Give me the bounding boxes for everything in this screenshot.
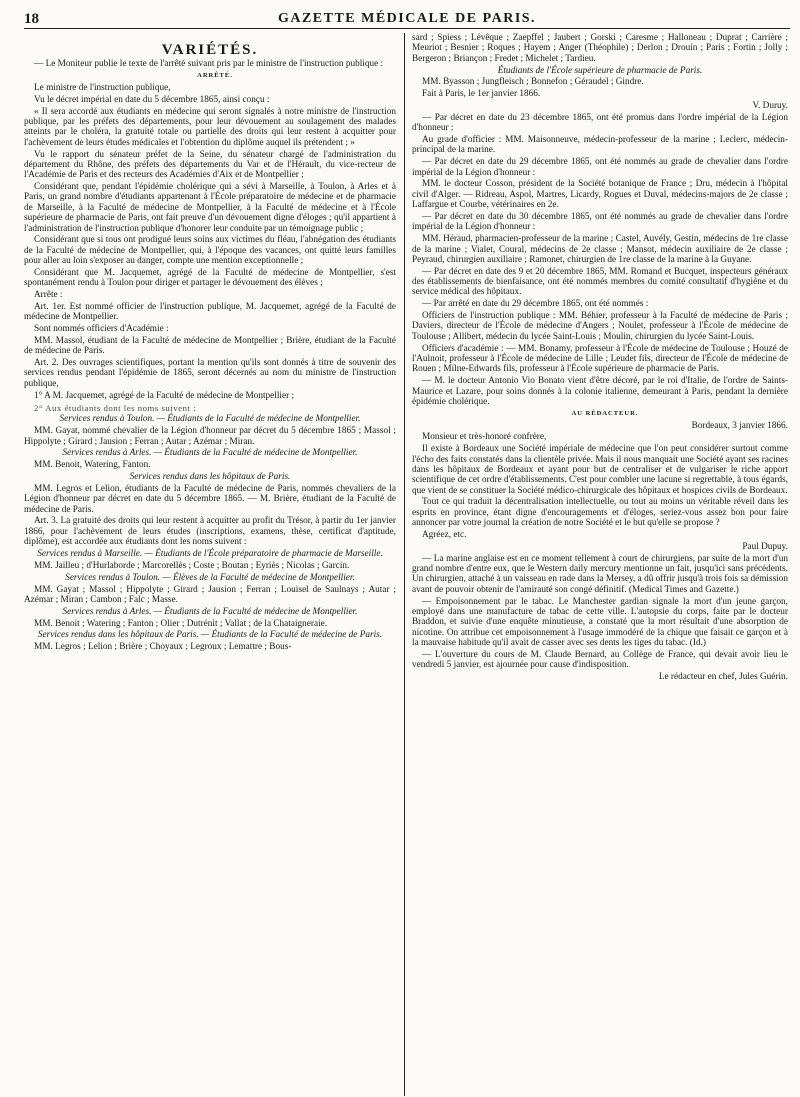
section-title: VARIÉTÉS. [161, 42, 259, 58]
subheading: Services rendus dans les hôpitaux de Paris. [129, 472, 291, 483]
paragraph: Sont nommés officiers d'Académie : [34, 324, 169, 335]
paragraph: — Empoisonnement par le tabac. Le Manchester gardian signale la mort d'un jeune garçon, employé dans une manufacture de tabac de cette ville. L'autopsie du corps, faite par le docteur Braddon, et suivie d'une enquête minutieuse, a constaté que la mort résultait d'une absorption de nicotine. On attribue cet empoisonnement à l'usage immodéré de la chique que faisait ce garçon et à la mauvaise habitude qu'il avait de casser avec ses dents les tiges du tabac. (Id.) [412, 596, 788, 648]
letter-closing: Agréez, etc. [422, 529, 467, 540]
name-list: MM. Legros ; Lelion ; Brière ; Choyaux ; Legroux ; Lemattre ; Bous- [34, 642, 292, 653]
decree-quote: « Il sera accordé aux étudiants en médecine qui seront signalés à notre ministre de l'instruction publique, par les préfets des départements, pour leur dévouement au soulagement des malades atteints par le choléra, la gratuité totale ou partielle des droits qui leur restent à acquitter pour l'achèvement de leurs études médicales et l'obtention du diplôme auquel ils prétendent ; » [24, 106, 396, 148]
subheading: Services rendus à Arles. — Étudiants de la Faculté de médecine de Montpellier. [62, 606, 358, 617]
subheading: Services rendus à Arles. — Étudiants de la Faculté de médecine de Montpellier. [62, 448, 358, 459]
page-number: 18 [24, 11, 39, 27]
letter-heading: AU RÉDACTEUR. [571, 409, 639, 417]
paragraph: Considérant que si tous ont prodigué leurs soins aux victimes du fléau, l'abnégation des étudiants de la Faculté de médecine de Montpellier, qui, à l'époque des vacances, ont quitté leurs familles pour aller au loin s'exposer au danger, compte une mention exceptionnelle ; [24, 235, 396, 267]
paragraph: — Par arrêté en date du 29 décembre 1865, ont été nommés : [422, 299, 649, 310]
letter-paragraph: Tout ce qui traduit la décentralisation intellectuelle, ou tout au moins un véritable réveil dans les esprits en province, étant digne d'encouragements et d'éloges, seriez-vous assez bon pour faire annoncer par votre journal la création de notre Société et le but qu'elle se propose ? [412, 497, 788, 529]
column-divider [404, 33, 405, 1096]
paragraph: Officiers de l'instruction publique : MM. Béhier, professeur à la Faculté de médecine de Paris ; Daviers, directeur de l'École de médecine d'Angers ; Noulet, professeur à l'École de médecine de Toulouse ; Allibert, médecin du lycée Saint-Louis ; Moulin, chirurgien du lycée Saint-Louis. [412, 311, 788, 342]
article-1: Art. 1er. Est nommé officier de l'instruction publique, M. Jacquemet, agrégé de la Faculté de médecine de Montpellier. [24, 301, 396, 323]
paragraph: — Par décret en date des 9 et 20 décembre 1865, MM. Romand et Bucquet, inspecteurs généraux des établissements de bienfaisance, ont été nommés membres du comité consultatif d'hygiène et du service médical des hôpitaux. [412, 266, 788, 298]
subheading: Services rendus à Toulon. — Élèves de la Faculté de médecine de Montpellier. [65, 572, 355, 583]
paragraph: Vu le décret impérial en date du 5 décembre 1865, ainsi conçu : [34, 94, 270, 105]
paragraph: — M. le docteur Antonio Vio Bonato vient d'être décoré, par le roi d'Italie, de l'ordre de Saints-Maurice et Lazare, pour soins donnés à la colonie italienne, demeurant à Paris, pendant la dernière épidémie cholérique. [412, 376, 788, 407]
paragraph: Officiers d'académie : — MM. Bonamy, professeur à l'École de médecine de Toulouse ; Houzé de l'Aulnoit, professeur à l'École de médecine de Lille ; Leudet fils, directeur de l'École de médecine de Rouen ; Milne-Edwards fils, professeur à l'École supérieure de pharmacie de Paris. [412, 343, 788, 375]
name-list: sard ; Spiess ; Lévêque ; Zaepffel ; Jaubert ; Gorski ; Caresme ; Halloneau ; Duprat ; Carrière ; Meuriot ; Besnier ; Roques ; Hayem ; Anger (Théophile) ; Derlon ; Drouin ; Paris ; Fortin ; Jolly ; Bergeron ; Briançon ; Fredet ; Michelet ; Tardieu. [412, 33, 788, 64]
name-list: MM. Gayat, nommé chevalier de la Légion d'honneur par décret du 5 décembre 1865 ; Massol ; Hippolyte ; Girard ; Jausion ; Ferran ; Autar ; Azémar ; Miran. [24, 426, 396, 447]
left-column [24, 33, 396, 1096]
signature: V. Duruy. [752, 101, 788, 112]
right-column [412, 33, 788, 1096]
intro-paragraph: — Le Moniteur publie le texte de l'arrêté suivant pris par le ministre de l'instruction publique : [34, 59, 384, 70]
paragraph: MM. Massol, étudiant de la Faculté de médecine de Montpellier ; Brière, étudiant de la Faculté de médecine de Paris. [24, 335, 396, 357]
paragraph: Au grade d'officier : MM. Maisonneuve, médecin-professeur de la marine ; Leclerc, médecin-principal de la marine. [412, 135, 788, 156]
paragraph: — Par décret en date du 23 décembre 1865, ont été promus dans l'ordre impérial de la Légion d'honneur : [412, 112, 788, 134]
paragraph: Vu le rapport du sénateur préfet de la Seine, du sénateur chargé de l'administration du département du Rhône, des préfets des départements du Var et de l'Hérault, du vice-recteur de l'Académie de Paris et des recteurs des Académies d'Aix et de Montpellier ; [24, 149, 396, 181]
columns [24, 33, 790, 1096]
subheading: Services rendus à Toulon. — Étudiants de la Faculté de médecine de Montpellier. [59, 414, 361, 425]
name-list: MM. Jailleu ; d'Hurlaborde ; Marcorellès ; Coste ; Boutan ; Eyriès ; Nicolas ; Garcin. [34, 560, 350, 571]
paragraph: — La marine anglaise est en ce moment tellement à court de chirurgiens, par suite de la mort d'un grand nombre d'entre eux, que le Western daily mercury mentionne un fait, jusqu'ici sans précédents. Un chirurgien, attaché à un vaisseau en rade dans la Mersey, a dû offrir jusqu'à trois fois sa démission avant de pouvoir obtenir de l'amirauté son congé définitif. (Medical Times and Gazette.) [412, 553, 788, 595]
paragraph: MM. Héraud, pharmacien-professeur de la marine ; Castel, Auvély, Gestin, médecins de 1re classe de la marine ; Vialet, Coural, médecins de 2e classe ; Mansot, médecin auxiliaire de 2e classe ; Peyraud, chirurgien auxiliaire ; Ramonet, chirurgien de 1re classe de la marine à la Guyane. [412, 234, 788, 265]
dateline: Fait à Paris, le 1er janvier 1866. [422, 89, 541, 100]
article-2: Art. 2. Des ouvrages scientifiques, portant la mention qu'ils sont donnés à titre de souvenir des services rendus pendant l'épidémie de 1865, seront décernés au nom du ministre de l'instruction publique, [24, 358, 396, 389]
letter-dateline: Bordeaux, 3 janvier 1866. [691, 420, 788, 431]
page-header [24, 8, 790, 29]
paragraph: Arrête : [34, 290, 63, 301]
article-3: Art. 3. La gratuité des droits qui leur restent à acquitter au profit du Trésor, à partir du 1er janvier 1866, pour l'achèvement de leurs études (inscriptions, examens, thèse, certificat d'aptitude, diplôme), est accordée aux étudiants dont les noms suivent : [24, 516, 396, 548]
gazette-title: GAZETTE MÉDICALE DE PARIS. [277, 11, 537, 26]
paragraph: 2° Aux étudiants dont les noms suivent : [34, 402, 197, 413]
paragraph: Le ministre de l'instruction publique, [34, 83, 171, 94]
paragraph: Considérant que, pendant l'épidémie cholérique qui a sévi à Marseille, à Toulon, à Arles et à Paris, un grand nombre d'étudiants appartenant à l'École préparatoire de médecine et de pharmacie de Marseille, à la Faculté de médecine de Montpellier, à la Faculté de médecine et à l'École supérieure de pharmacie de Paris, ont fait preuve d'un dévouement digne d'éloges ; qu'il appartient à l'administration de l'instruction publique d'honorer leur conduite par un témoignage public ; [24, 182, 396, 234]
name-list: MM. Gayat ; Massol ; Hippolyte ; Girard ; Jausion ; Ferran ; Louisel de Saulnays ; Autar ; Azémar ; Miran ; Cambon ; Falc ; Masse. [24, 584, 396, 605]
paragraph: — Par décret en date du 29 décembre 1865, ont été nommés au grade de chevalier dans l'ordre impérial de la Légion d'honneur : [412, 157, 788, 178]
letter-salutation: Monsieur et très-honoré confrère, [422, 432, 547, 443]
name-list: MM. Legros et Lelion, étudiants de la Faculté de médecine de Paris, nommés chevaliers de la Légion d'honneur par décret en date du 5 décembre 1865. — M. Brière, étudiant de la Faculté de médecine de Paris. [24, 483, 396, 515]
subheading: Services rendus à Marseille. — Étudiants de l'École préparatoire de pharmacie de Marseille. [37, 548, 383, 559]
name-list: MM. Byasson ; Jungfleisch ; Bonnefon ; Géraudel ; Gindre. [422, 77, 644, 88]
letter-signature: Paul Dupuy. [742, 541, 788, 552]
paragraph: — Par décret en date du 30 décembre 1865, ont été nommés au grade de chevalier dans l'ordre impérial de la Légion d'honneur : [412, 212, 788, 233]
editor-signature: Le rédacteur en chef, Jules Guérin. [658, 671, 788, 682]
paragraph: 1° A M. Jacquemet, agrégé de la Faculté de médecine de Montpellier ; [34, 390, 295, 401]
arrete-heading: ARRÊTÉ. [197, 72, 233, 80]
subheading: Étudiants de l'École supérieure de pharmacie de Paris. [497, 65, 703, 76]
name-list: MM. Benoit, Watering, Fanton. [34, 460, 151, 471]
letter-paragraph: Il existe à Bordeaux une Société impériale de médecine que l'on peut considérer surtout comme l'écho des faits constatés dans la clientèle privée. Mais il nous manquait une Société ayant ses racines dans les hôpitaux de Bordeaux et ayant pour but de centraliser et de vulgariser le riche apport scientifique de cet ordre d'établissements. C'est pour combler une lacune si regrettable, à tous égards, que vient de se constituer la Société médico-chirurgicale des hôpitaux et hospices civils de Bordeaux. [412, 444, 788, 496]
paragraph: MM. le docteur Cosson, président de la Société botanique de France ; Dru, médecin à l'hôpital civil d'Alger. — Ridreau, Aspol, Martres, Licardy, Rogues et Duval, médecins-majors de 2e classe ; Laffargue et Courbe, vétérinaires en 2e. [412, 179, 788, 211]
name-list: MM. Benoit ; Watering ; Fanton ; Olier ; Dutrénit ; Vallat ; de la Chataigneraie. [34, 618, 328, 629]
subheading: Services rendus dans les hôpitaux de Paris. — Étudiants de la Faculté de médecine de Paris. [37, 630, 383, 641]
paragraph: Considérant que M. Jacquemet, agrégé de la Faculté de médecine de Montpellier, s'est spontanément rendu à Toulon pour diriger et partager le dévouement des élèves ; [24, 267, 396, 289]
paragraph: — L'ouverture du cours de M. Claude Bernard, au Collège de France, qui devait avoir lieu le vendredi 5 janvier, est ajournée pour cause d'indisposition. [412, 649, 788, 671]
